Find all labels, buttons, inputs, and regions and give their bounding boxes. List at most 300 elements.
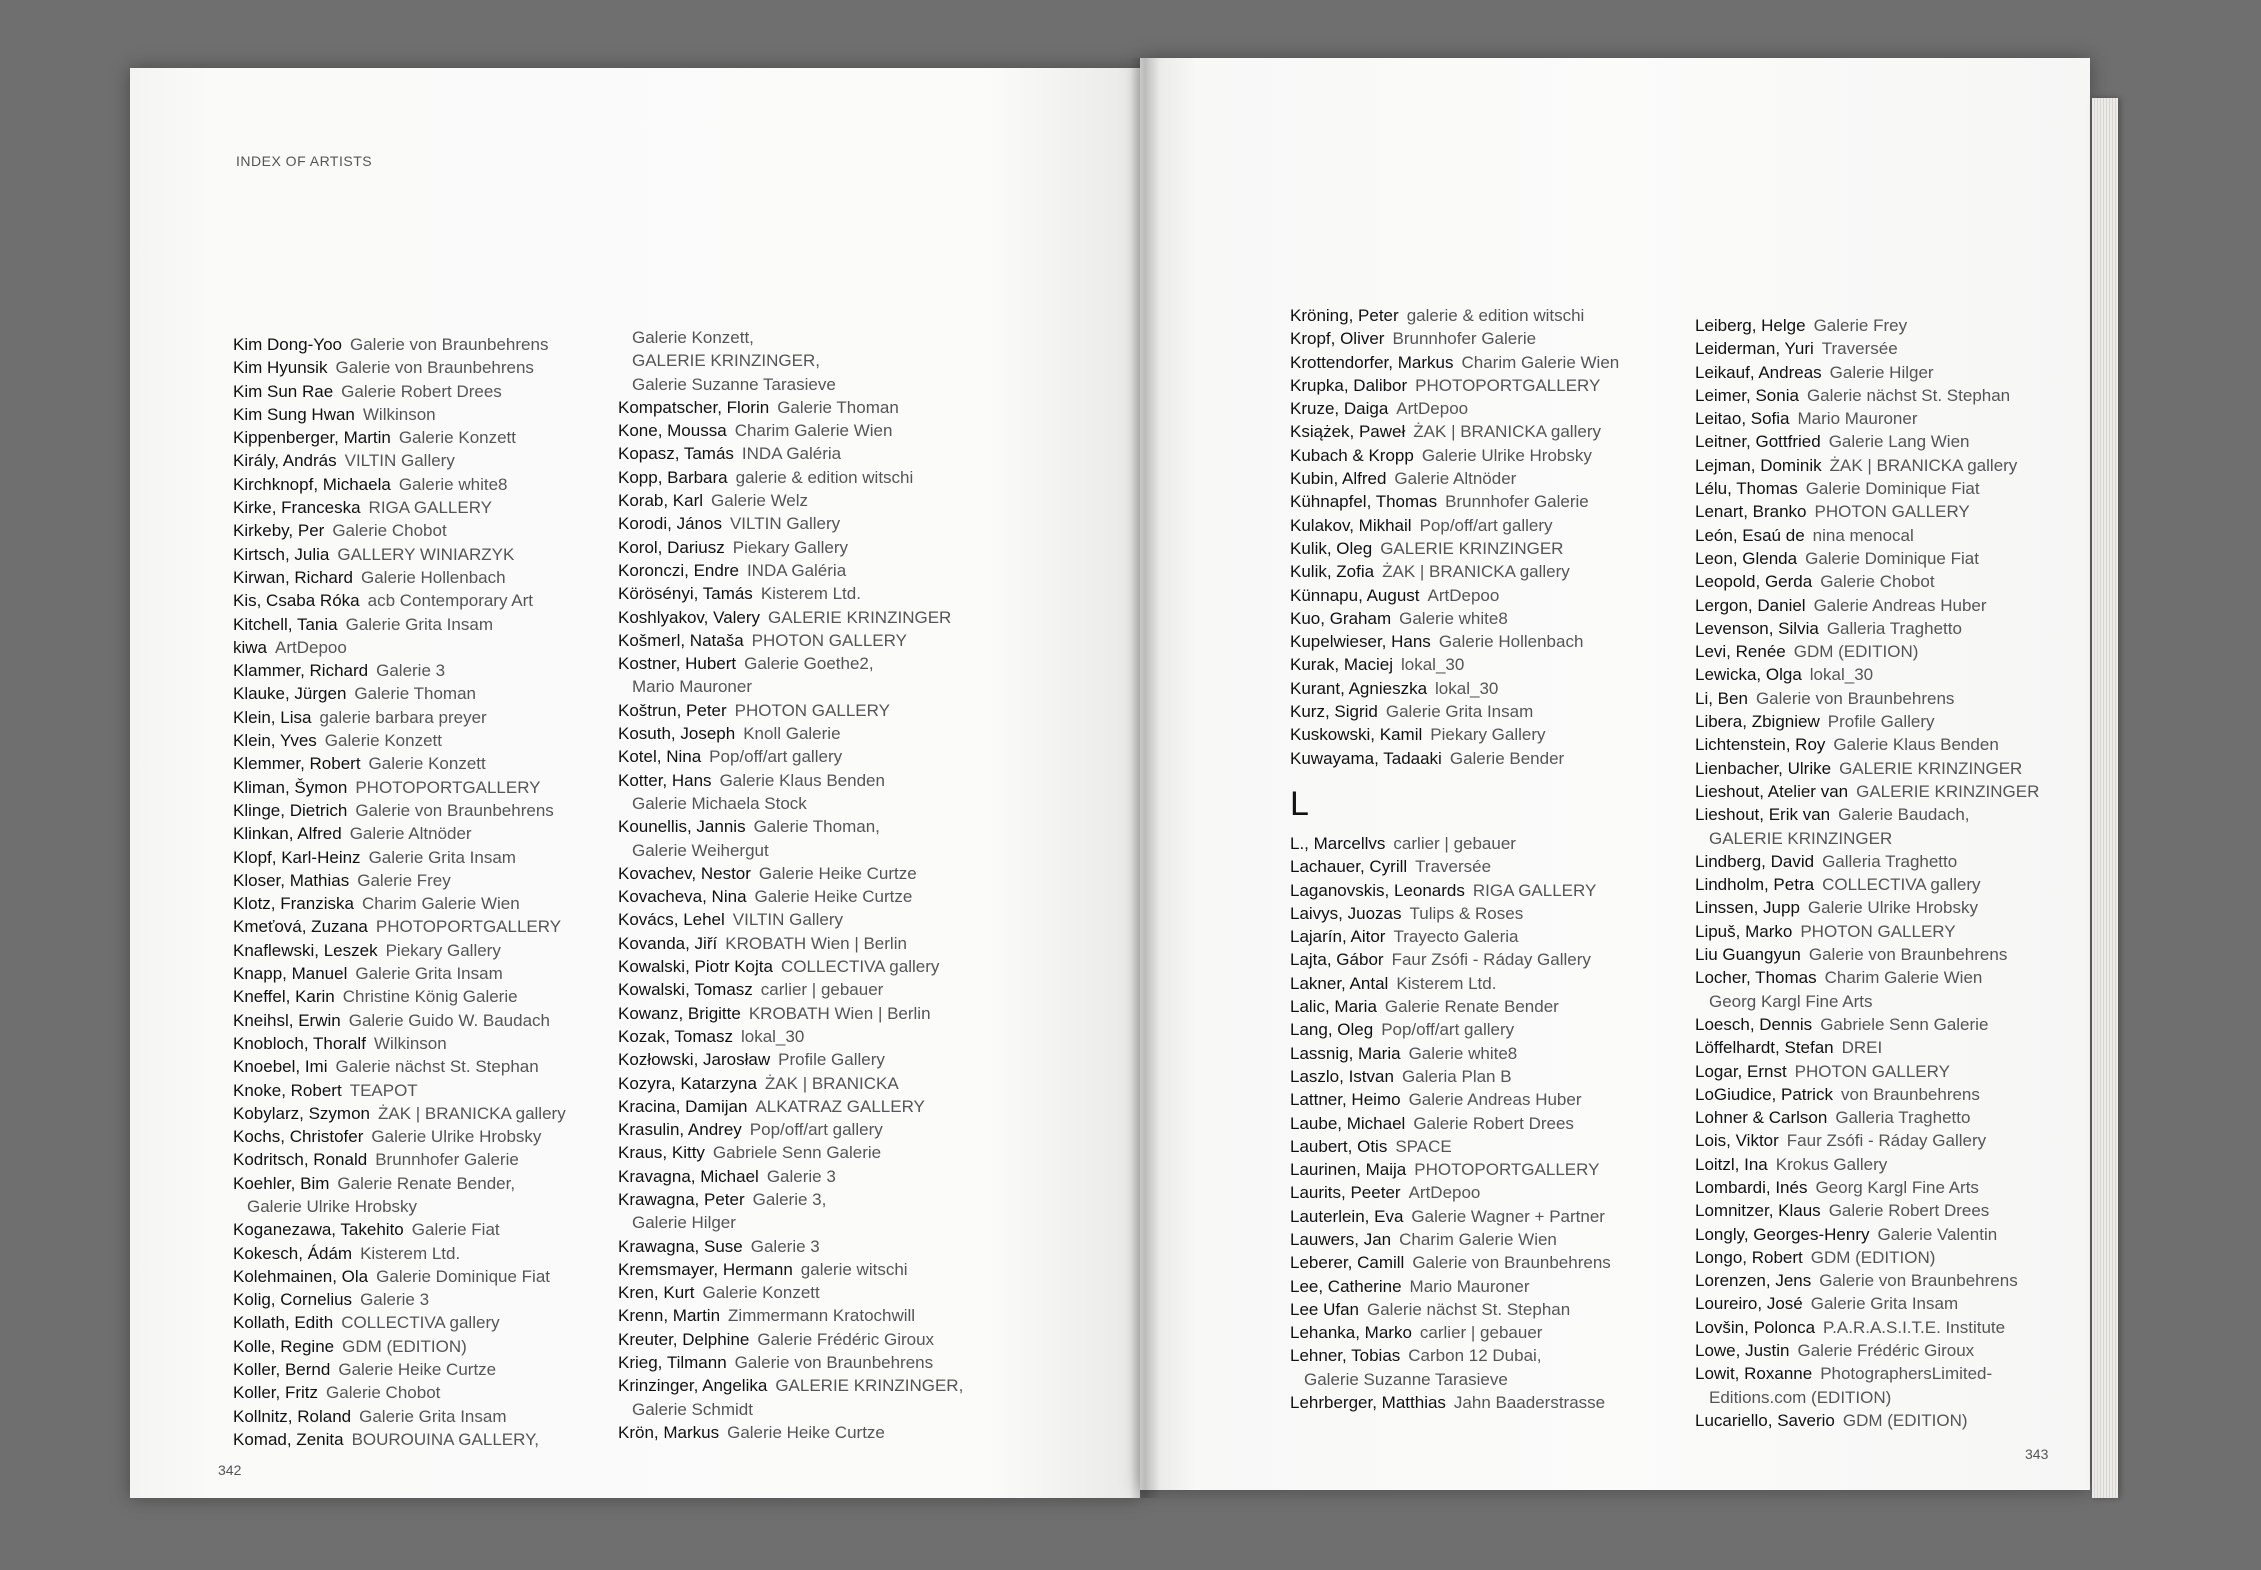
- gallery-name: Galerie Ulrike Hrobsky: [371, 1127, 542, 1147]
- index-entry: [1290, 467, 1619, 490]
- index-entry: [618, 932, 963, 955]
- index-entry: [233, 892, 566, 915]
- gallery-name: Galerie Robert Drees: [341, 381, 502, 401]
- index-entry: [233, 426, 566, 449]
- artist-name: Kulik, Zofia: [1290, 562, 1375, 582]
- artist-name: Kurak, Maciej: [1290, 655, 1393, 675]
- gallery-name: Galerie Konzett: [368, 754, 486, 774]
- gallery-name: INDA Galéria: [746, 560, 847, 580]
- index-entry: [618, 1398, 963, 1421]
- artist-name: Komad, Zenita: [233, 1429, 344, 1449]
- index-entry: [233, 1009, 566, 1032]
- gallery-name: Charim Galerie Wien: [734, 421, 893, 441]
- artist-name: Kraus, Kitty: [618, 1143, 705, 1163]
- index-entry: [1695, 361, 2039, 384]
- artist-name: Leberer, Camill: [1290, 1253, 1405, 1273]
- artist-name: Laurits, Peeter: [1290, 1183, 1401, 1203]
- artist-name: Kirke, Franceska: [233, 498, 361, 518]
- index-entry: [233, 752, 566, 775]
- index-entry: [618, 769, 963, 792]
- gallery-name: Galerie von Braunbehrens: [734, 1353, 934, 1373]
- gallery-name: Galleria Traghetto: [1826, 618, 1962, 638]
- index-entry: [233, 566, 566, 589]
- index-entry: [618, 1351, 963, 1374]
- index-entry: [1290, 1321, 1619, 1344]
- index-entry: [233, 1311, 566, 1334]
- index-entry: [233, 799, 566, 822]
- gallery-name: Galerie von Braunbehrens: [1819, 1271, 2018, 1291]
- artist-name: Loitzl, Ina: [1695, 1154, 1768, 1174]
- artist-name: Kitchell, Tania: [233, 614, 338, 634]
- artist-name: Lindholm, Petra: [1695, 875, 1815, 895]
- index-entry: [618, 815, 963, 838]
- gallery-name: KROBATH Wien | Berlin: [748, 1003, 931, 1023]
- index-entry: [1290, 1135, 1619, 1158]
- artist-name: Kim Sung Hwan: [233, 404, 355, 424]
- gallery-name: Galerie Frédéric Giroux: [1797, 1341, 1975, 1361]
- gallery-name: Galerie Bender: [1449, 748, 1565, 768]
- artist-name: Lauterlein, Eva: [1290, 1206, 1404, 1226]
- index-column: [1695, 314, 2039, 1432]
- gallery-name: ALKATRAZ GALLERY: [755, 1096, 925, 1116]
- gallery-name: ArtDepoo: [1408, 1183, 1481, 1203]
- index-entry: [1290, 747, 1619, 770]
- gallery-name: Galerie Wagner + Partner: [1411, 1206, 1605, 1226]
- index-entry: [1695, 1223, 2039, 1246]
- artist-name: Kropf, Oliver: [1290, 329, 1385, 349]
- artist-name: Lehner, Tobias: [1290, 1346, 1401, 1366]
- index-entry: [618, 466, 963, 489]
- gallery-name: Galerie Grita Insam: [345, 614, 493, 634]
- artist-name: Kim Dong-Yoo: [233, 335, 342, 354]
- artist-name: Lovšin, Polonca: [1695, 1317, 1816, 1337]
- gallery-name: GDM (EDITION): [1842, 1410, 1968, 1430]
- gallery-name: PHOTOPORTGALLERY: [1415, 375, 1601, 395]
- index-entry: [1290, 1112, 1619, 1135]
- gallery-name: Galerie Suzanne Tarasieve: [632, 374, 836, 394]
- index-entry: [618, 955, 963, 978]
- artist-name: Kruze, Daiga: [1290, 399, 1389, 419]
- index-entry: [1290, 490, 1619, 513]
- gallery-name: Galerie Fiat: [411, 1220, 500, 1240]
- index-entry: [1290, 723, 1619, 746]
- artist-name: Kochs, Christofer: [233, 1127, 364, 1147]
- gallery-name: Galerie Valentin: [1877, 1224, 1998, 1244]
- artist-name: Lauwers, Jan: [1290, 1229, 1392, 1249]
- index-entry: [1290, 630, 1619, 653]
- artist-name: Lalic, Maria: [1290, 997, 1377, 1017]
- gallery-name: Galerie Grita Insam: [1385, 702, 1534, 722]
- index-entry: [618, 862, 963, 885]
- index-entry: [1290, 351, 1619, 374]
- index-entry: [1290, 1391, 1619, 1414]
- index-entry: [233, 1265, 566, 1288]
- gallery-name: acb Contemporary Art: [367, 591, 533, 611]
- gallery-name: Profile Gallery: [778, 1050, 885, 1070]
- artist-name: Leon, Glenda: [1695, 548, 1798, 568]
- gallery-name: Galerie Frédéric Giroux: [757, 1329, 935, 1349]
- index-entry: [618, 396, 963, 419]
- gallery-name: TEAPOT: [349, 1080, 418, 1100]
- index-entry: [1695, 617, 2039, 640]
- gallery-name: Galerie Hilger: [1829, 362, 1934, 382]
- index-entry: [1695, 1176, 2039, 1199]
- artist-name: Krawagna, Peter: [618, 1189, 745, 1209]
- artist-name: Kneihsl, Erwin: [233, 1010, 341, 1030]
- index-entry: [618, 349, 963, 372]
- artist-name: Laganovskis, Leonards: [1290, 880, 1465, 900]
- index-group: [1290, 832, 1619, 1414]
- letter-heading: L: [1290, 784, 1309, 823]
- artist-name: Király, András: [233, 451, 337, 471]
- artist-name: Klauke, Jürgen: [233, 684, 347, 704]
- index-entry: [1695, 990, 2039, 1013]
- index-entry: [618, 1048, 963, 1071]
- artist-name: Kotter, Hans: [618, 770, 712, 790]
- gallery-name: Faur Zsófi - Ráday Gallery: [1786, 1131, 1987, 1151]
- gallery-name: Galerie Chobot: [326, 1383, 441, 1403]
- index-entry: [1695, 966, 2039, 989]
- gallery-name: Galerie Baudach,: [1838, 805, 1970, 825]
- artist-name: Lohner & Carlson: [1695, 1108, 1828, 1128]
- artist-name: Lucariello, Saverio: [1695, 1410, 1835, 1430]
- artist-name: Lergon, Daniel: [1695, 595, 1806, 615]
- gallery-name: Pop/off/art gallery: [749, 1120, 883, 1140]
- index-entry: [618, 1258, 963, 1281]
- gallery-name: Galerie Thoman,: [753, 817, 880, 837]
- artist-name: Lélu, Thomas: [1695, 479, 1798, 499]
- artist-name: Korab, Karl: [618, 491, 704, 511]
- artist-name: Knapp, Manuel: [233, 964, 348, 984]
- gallery-name: PHOTON GALLERY: [1794, 1061, 1950, 1081]
- artist-name: kiwa: [233, 637, 268, 657]
- index-entry: [618, 908, 963, 931]
- gallery-name: ŻAK | BRANICKA gallery: [378, 1103, 566, 1123]
- gallery-name: COLLECTIVA gallery: [780, 957, 940, 977]
- gallery-name: Galerie Andreas Huber: [1408, 1090, 1582, 1110]
- index-entry: [618, 1211, 963, 1234]
- gallery-name: VILTIN Gallery: [732, 910, 844, 930]
- artist-name: Kowalski, Tomasz: [618, 980, 753, 1000]
- index-entry: [1290, 444, 1619, 467]
- gallery-name: Galerie Ulrike Hrobsky: [247, 1196, 418, 1216]
- index-entry: [1290, 1018, 1619, 1041]
- index-entry: [1695, 733, 2039, 756]
- artist-name: Kippenberger, Martin: [233, 428, 391, 448]
- left-page: [130, 68, 1140, 1498]
- gallery-name: Galerie Konzett: [398, 428, 517, 448]
- index-entry: [233, 1102, 566, 1125]
- index-entry: [1290, 653, 1619, 676]
- index-entry: [1290, 1042, 1619, 1065]
- artist-name: Laurinen, Maija: [1290, 1160, 1407, 1180]
- index-entry: [1695, 827, 2039, 850]
- index-entry: [618, 1002, 963, 1025]
- artist-name: Lorenzen, Jens: [1695, 1271, 1812, 1291]
- index-entry: [233, 380, 566, 403]
- index-entry: [618, 1235, 963, 1258]
- artist-name: Lenart, Branko: [1695, 502, 1807, 522]
- gallery-name: Pop/off/art gallery: [709, 747, 843, 767]
- index-entry: [1290, 902, 1619, 925]
- index-entry: [618, 978, 963, 1001]
- gallery-name: Galerie von Braunbehrens: [350, 335, 549, 354]
- gallery-name: PHOTON GALLERY: [734, 700, 890, 720]
- index-entry: [233, 1148, 566, 1171]
- gallery-name: Charim Galerie Wien: [1461, 352, 1620, 372]
- gallery-name: ŻAK | BRANICKA: [764, 1073, 899, 1093]
- artist-name: LoGiudice, Patrick: [1695, 1084, 1833, 1104]
- artist-name: Logar, Ernst: [1695, 1061, 1787, 1081]
- artist-name: Kulakov, Mikhail: [1290, 515, 1412, 535]
- artist-name: Koronczi, Endre: [618, 560, 739, 580]
- index-entry: [233, 356, 566, 379]
- gallery-name: PHOTON GALLERY: [1800, 921, 1956, 941]
- gallery-name: Christine König Galerie: [342, 987, 518, 1007]
- gallery-name: GALLERY WINIARZYK: [337, 544, 515, 564]
- artist-name: Kirtsch, Julia: [233, 544, 330, 564]
- artist-name: Kmeťová, Zuzana: [233, 917, 368, 937]
- artist-name: Lajarín, Aitor: [1290, 927, 1386, 947]
- gallery-name: ŻAK | BRANICKA gallery: [1382, 562, 1570, 582]
- index-entry: [1695, 454, 2039, 477]
- gallery-name: Galerie Chobot: [332, 521, 447, 541]
- artist-name: Libera, Zbigniew: [1695, 712, 1820, 732]
- artist-name: Klinge, Dietrich: [233, 800, 348, 820]
- artist-name: Lee, Catherine: [1290, 1276, 1402, 1296]
- gallery-name: Mario Mauroner: [1409, 1276, 1530, 1296]
- gallery-name: Galerie Heike Curtze: [727, 1422, 885, 1442]
- gallery-name: Jahn Baaderstrasse: [1453, 1393, 1606, 1413]
- gallery-name: Galerie Konzett: [702, 1283, 820, 1303]
- gallery-name: Kisterem Ltd.: [360, 1243, 461, 1263]
- index-entry: [618, 1374, 963, 1397]
- index-entry: [1695, 943, 2039, 966]
- index-entry: [1695, 314, 2039, 337]
- index-entry: [1695, 757, 2039, 780]
- artist-name: Linssen, Jupp: [1695, 898, 1800, 918]
- artist-name: Kneffel, Karin: [233, 987, 335, 1007]
- index-entry: [1290, 1181, 1619, 1204]
- artist-name: Klopf, Karl-Heinz: [233, 847, 361, 867]
- artist-name: Książek, Paweł: [1290, 422, 1406, 442]
- gallery-name: Brunnhofer Galerie: [375, 1150, 519, 1170]
- artist-name: Kulik, Oleg: [1290, 538, 1373, 558]
- artist-name: Lipuš, Marko: [1695, 921, 1793, 941]
- gallery-name: Galerie Konzett,: [632, 328, 754, 347]
- gallery-name: Galerie Klaus Benden: [719, 770, 885, 790]
- gallery-name: PhotographersLimited-: [1820, 1364, 1993, 1384]
- index-entry: [233, 822, 566, 845]
- artist-name: Krenn, Martin: [618, 1306, 721, 1326]
- gallery-name: Galerie 3: [750, 1236, 820, 1256]
- artist-name: Locher, Thomas: [1695, 968, 1817, 988]
- artist-name: Kreuter, Delphine: [618, 1329, 750, 1349]
- artist-name: Lakner, Antal: [1290, 973, 1389, 993]
- index-entry: [1290, 397, 1619, 420]
- gallery-name: Editions.com (EDITION): [1709, 1387, 1892, 1407]
- artist-name: Liu Guangyun: [1695, 945, 1801, 965]
- gallery-name: Pop/off/art gallery: [1419, 515, 1553, 535]
- index-entry: [1290, 1088, 1619, 1111]
- artist-name: Knoebel, Imi: [233, 1057, 328, 1077]
- artist-name: Kuwayama, Tadaaki: [1290, 748, 1442, 768]
- index-entry: [233, 1381, 566, 1404]
- artist-name: Kim Sun Rae: [233, 381, 334, 401]
- gallery-name: COLLECTIVA gallery: [341, 1313, 500, 1333]
- artist-name: Koganezawa, Takehito: [233, 1220, 404, 1240]
- artist-name: Kolehmainen, Ola: [233, 1266, 369, 1286]
- gallery-name: PHOTOPORTGALLERY: [375, 917, 562, 937]
- gallery-name: Galerie von Braunbehrens: [1755, 688, 1955, 708]
- gallery-name: Galerie 3: [766, 1166, 836, 1186]
- gallery-name: GALERIE KRINZINGER: [1380, 538, 1564, 558]
- right-page: [1140, 58, 2090, 1490]
- index-entry: [1290, 700, 1619, 723]
- gallery-name: Piekary Gallery: [385, 940, 501, 960]
- gallery-name: DREI: [1841, 1038, 1883, 1058]
- artist-name: Kracina, Damijan: [618, 1096, 748, 1116]
- artist-name: L., Marcellvs: [1290, 833, 1386, 853]
- artist-name: Lichtenstein, Roy: [1695, 735, 1826, 755]
- gallery-name: Kisterem Ltd.: [1396, 973, 1497, 993]
- gallery-name: Galerie Renate Bender: [1384, 997, 1559, 1017]
- artist-name: Lehrberger, Matthias: [1290, 1393, 1446, 1413]
- artist-name: Kren, Kurt: [618, 1283, 695, 1303]
- gallery-name: Galerie Altnöder: [1394, 469, 1517, 489]
- artist-name: Klein, Yves: [233, 731, 317, 751]
- artist-name: Kurz, Sigrid: [1290, 702, 1378, 722]
- artist-name: Krasulin, Andrey: [618, 1120, 742, 1140]
- gallery-name: Georg Kargl Fine Arts: [1709, 991, 1873, 1011]
- index-entry: [233, 519, 566, 542]
- index-entry: [1695, 547, 2039, 570]
- index-entry: [1695, 1106, 2039, 1129]
- artist-name: Loesch, Dennis: [1695, 1014, 1813, 1034]
- gallery-name: Mario Mauroner: [1797, 409, 1918, 429]
- index-entry: [233, 1055, 566, 1078]
- artist-name: Kompatscher, Florin: [618, 397, 770, 417]
- artist-name: Longo, Robert: [1695, 1247, 1803, 1267]
- artist-name: Lachauer, Cyrill: [1290, 857, 1408, 877]
- index-entry: [1695, 500, 2039, 523]
- artist-name: Kubach & Kropp: [1290, 445, 1414, 465]
- artist-name: Levenson, Silvia: [1695, 618, 1819, 638]
- gallery-name: Galerie Dominique Fiat: [1805, 479, 1980, 499]
- index-entry: [1290, 327, 1619, 350]
- artist-name: Kolig, Cornelius: [233, 1290, 353, 1310]
- gallery-name: Galerie Grita Insam: [359, 1406, 507, 1426]
- index-entry: [1695, 1362, 2039, 1385]
- index-entry: [618, 629, 963, 652]
- artist-name: Kirkeby, Per: [233, 521, 325, 541]
- artist-name: Kone, Moussa: [618, 421, 727, 441]
- gallery-name: Wilkinson: [362, 404, 436, 424]
- artist-name: Kovanda, Jiří: [618, 933, 718, 953]
- gallery-name: Galerie Ulrike Hrobsky: [1421, 445, 1592, 465]
- index-entry: [233, 1405, 566, 1428]
- index-entry: [618, 1328, 963, 1351]
- artist-name: Kubin, Alfred: [1290, 469, 1387, 489]
- gallery-name: Galerie Grita Insam: [1810, 1294, 1959, 1314]
- gallery-name: Profile Gallery: [1827, 712, 1935, 732]
- gallery-name: Knoll Galerie: [743, 724, 841, 744]
- artist-name: Lattner, Heimo: [1290, 1090, 1401, 1110]
- index-entry: [1695, 524, 2039, 547]
- artist-name: Lombardi, Inés: [1695, 1177, 1808, 1197]
- artist-name: Koštrun, Peter: [618, 700, 727, 720]
- gallery-name: GDM (EDITION): [342, 1336, 467, 1356]
- index-entry: [1695, 1129, 2039, 1152]
- artist-name: Kostner, Hubert: [618, 654, 737, 674]
- index-entry: [618, 699, 963, 722]
- artist-name: Klammer, Richard: [233, 661, 369, 681]
- index-entry: [233, 496, 566, 519]
- index-entry: [1695, 1386, 2039, 1409]
- artist-name: Leiberg, Helge: [1695, 316, 1806, 335]
- artist-name: León, Esaú de: [1695, 525, 1805, 545]
- artist-name: Lejman, Dominik: [1695, 455, 1822, 475]
- index-entry: [618, 419, 963, 442]
- gallery-name: Galerie Welz: [711, 491, 809, 511]
- artist-name: Kuskowski, Kamil: [1290, 725, 1423, 745]
- gallery-name: Galerie Klaus Benden: [1833, 735, 1999, 755]
- index-entry: [1290, 1205, 1619, 1228]
- gallery-name: Galerie Heike Curtze: [754, 887, 913, 907]
- artist-name: Körösényi, Tamás: [618, 584, 753, 604]
- gallery-name: Galerie 3: [376, 661, 446, 681]
- gallery-name: galerie witschi: [800, 1259, 908, 1279]
- index-entry: [233, 776, 566, 799]
- gallery-name: Galerie Suzanne Tarasieve: [1304, 1369, 1508, 1389]
- index-entry: [618, 652, 963, 675]
- gallery-name: Charim Galerie Wien: [1824, 968, 1983, 988]
- gallery-name: Georg Kargl Fine Arts: [1815, 1177, 1979, 1197]
- index-entry: [233, 589, 566, 612]
- gallery-name: Carbon 12 Dubai,: [1408, 1346, 1542, 1366]
- index-entry: [233, 1125, 566, 1148]
- gallery-name: galerie barbara preyer: [319, 707, 487, 727]
- gallery-name: Galerie Hollenbach: [1438, 632, 1584, 652]
- index-entry: [1290, 1368, 1619, 1391]
- index-entry: [618, 1304, 963, 1327]
- artist-name: Kobylarz, Szymon: [233, 1103, 370, 1123]
- index-entry: [233, 729, 566, 752]
- artist-name: Leopold, Gerda: [1695, 572, 1813, 592]
- index-column: [233, 333, 566, 1451]
- gallery-name: carlier | gebauer: [1419, 1323, 1543, 1343]
- artist-name: Kuo, Graham: [1290, 608, 1392, 628]
- gallery-name: Galerie Schmidt: [632, 1399, 753, 1419]
- index-entry: [1695, 873, 2039, 896]
- gallery-name: VILTIN Gallery: [344, 451, 455, 471]
- artist-name: Kim Hyunsik: [233, 358, 328, 378]
- gallery-name: P.A.R.A.S.I.T.E. Institute: [1823, 1317, 2006, 1337]
- index-entry: [1695, 430, 2039, 453]
- gallery-name: lokal_30: [1809, 665, 1874, 685]
- artist-name: Krinzinger, Angelika: [618, 1376, 768, 1396]
- gallery-name: Galerie Michaela Stock: [632, 793, 807, 813]
- index-entry: [233, 1358, 566, 1381]
- index-entry: [1290, 1251, 1619, 1274]
- artist-name: Kupelwieser, Hans: [1290, 632, 1431, 652]
- index-entry: [1695, 1269, 2039, 1292]
- index-entry: [1290, 995, 1619, 1018]
- index-entry: [618, 885, 963, 908]
- index-entry: [618, 1141, 963, 1164]
- gallery-name: Galerie Frey: [1813, 316, 1908, 335]
- index-column: [618, 326, 963, 1444]
